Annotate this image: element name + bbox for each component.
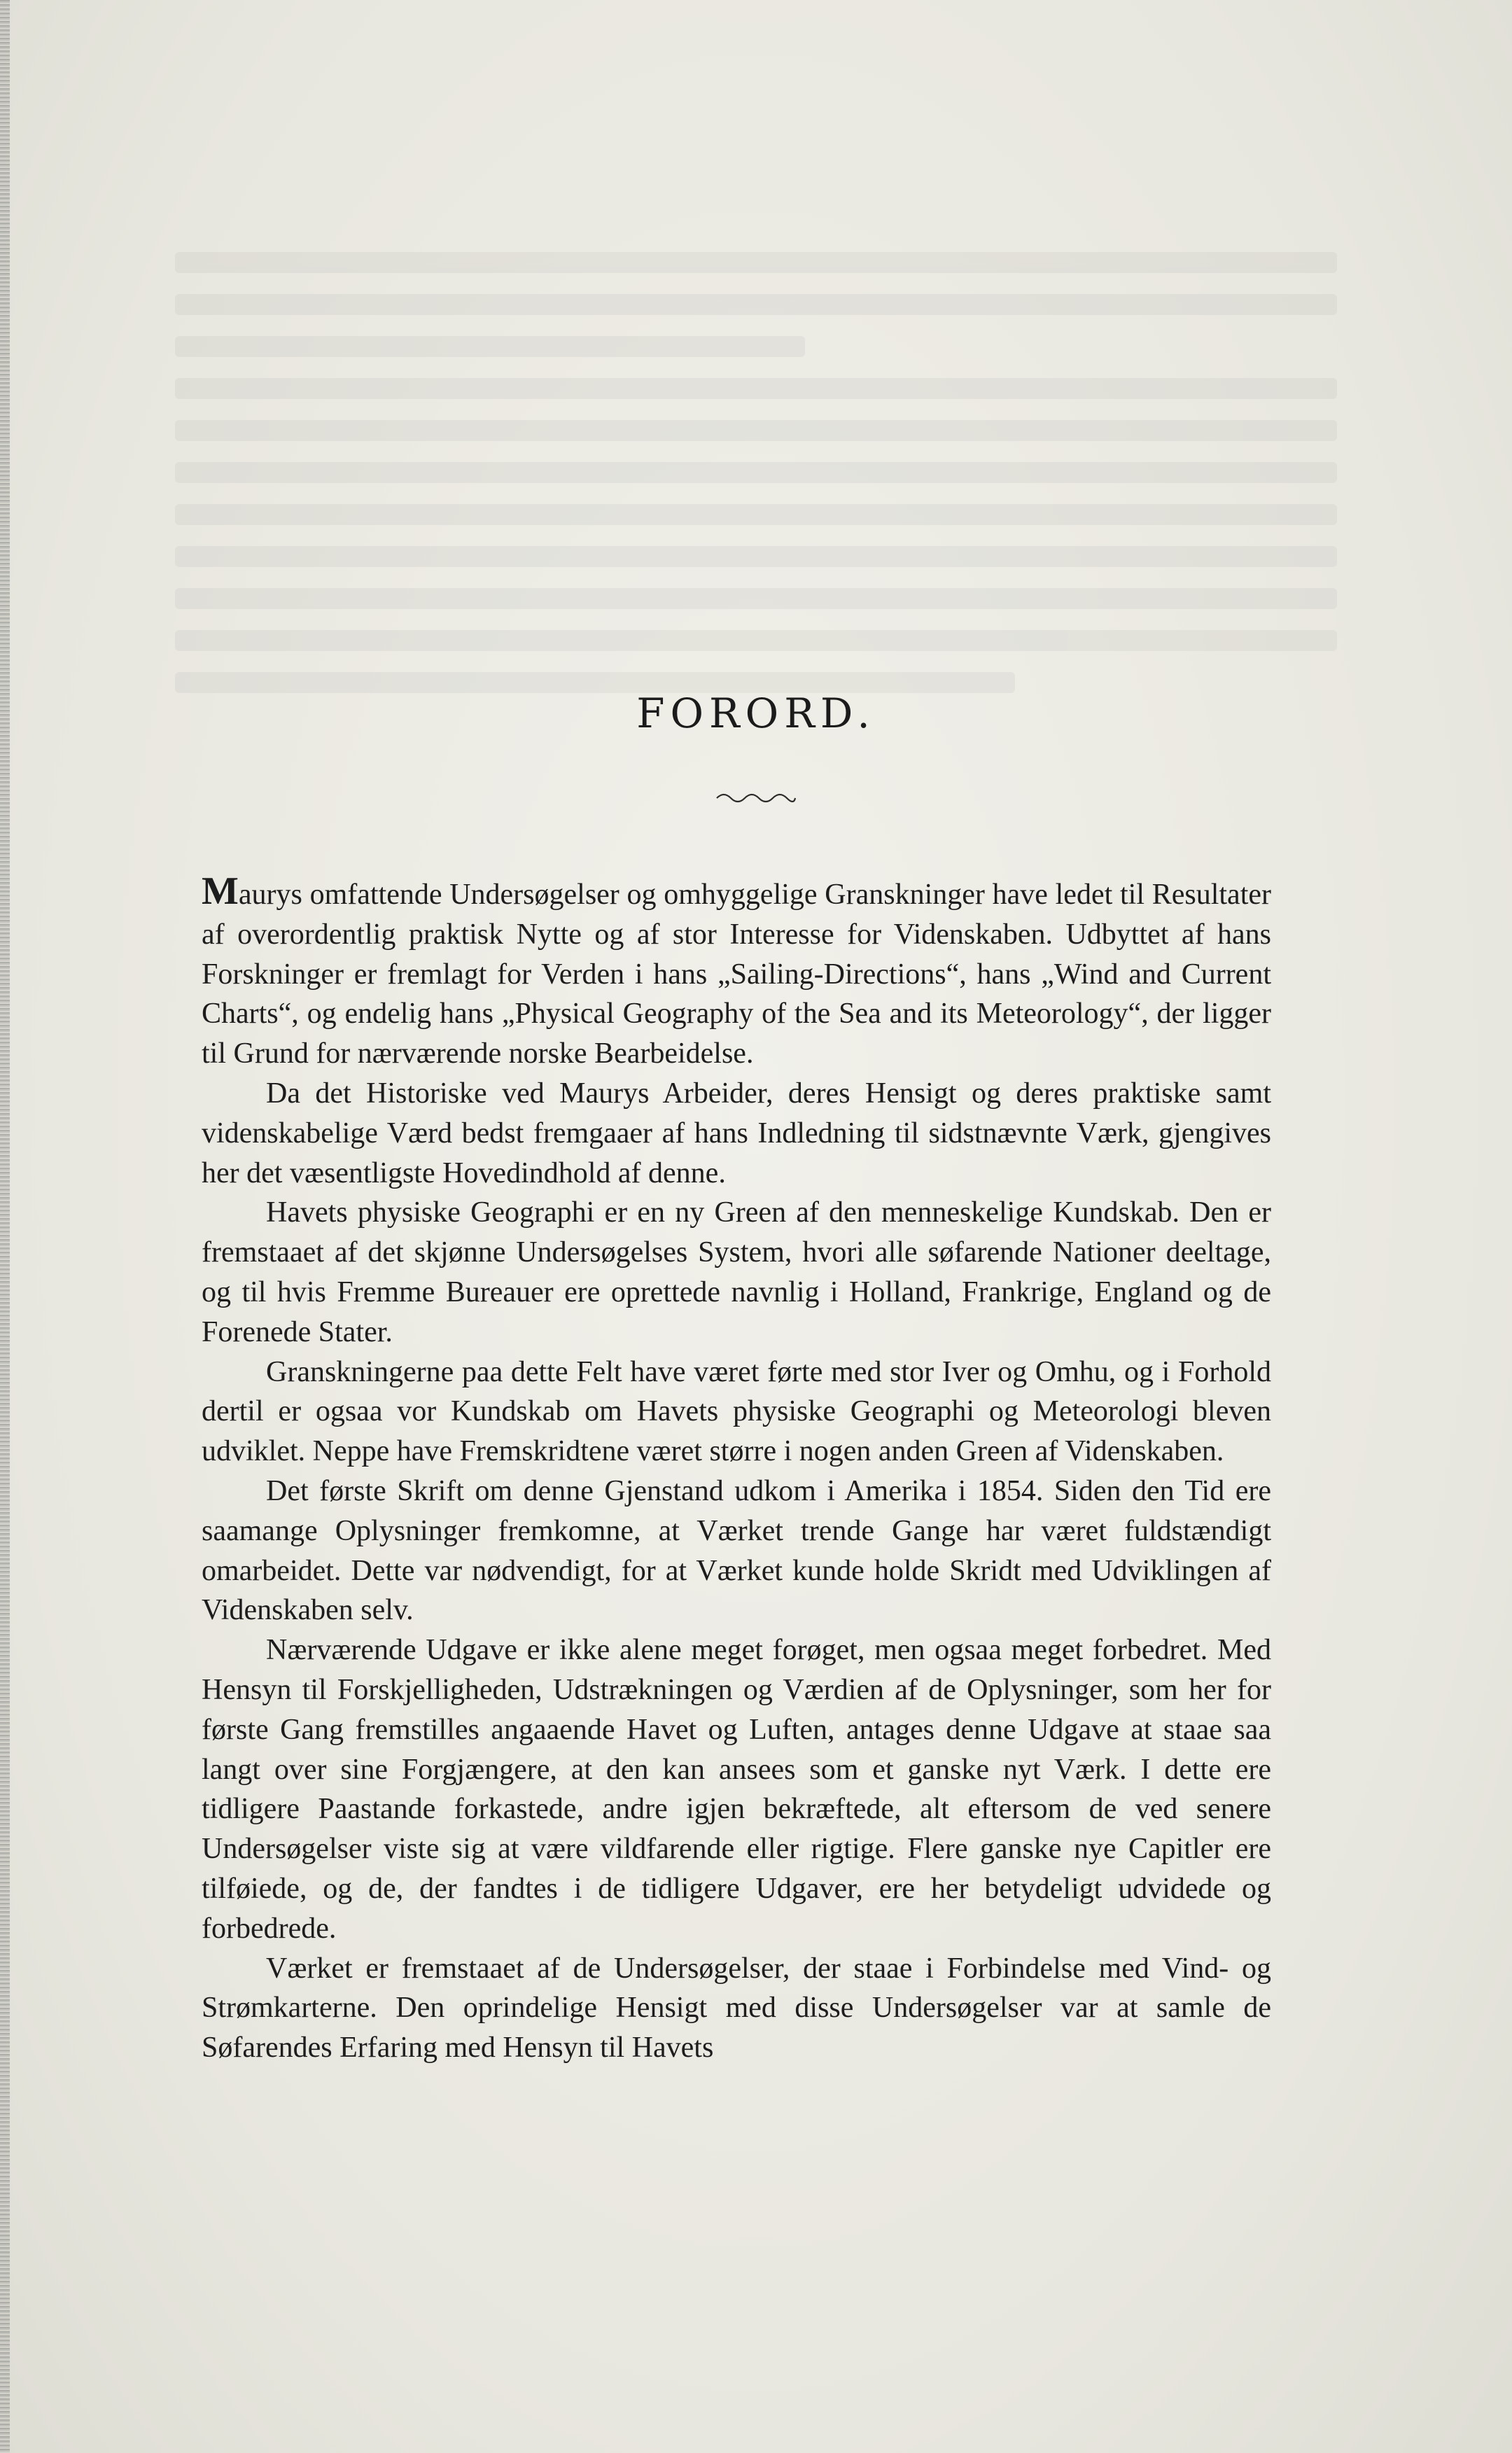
paragraph: Da det Historiske ved Maurys Arbeider, deres Hensigt og deres praktiske samt videnskabelige Værd bedst fremgaaer af hans Indledning til sidstnævnte Værk, gjengives her det væsentligste Hovedindhold af denne. xyxy=(202,1077,1271,1189)
paragraph: Nærværende Udgave er ikke alene meget forøget, men ogsaa meget forbedret. Med Hensyn til Forskjelligheden, Udstrækningen og Værdien af de Oplysninger, som her for første Gang fremstilles angaaende Havet og Luften, antages denne Udgave at staae saa langt over sine Forgjængere, at den kan ansees som et ganske nyt Værk. I dette ere tidligere Paastande forkastede, andre igjen bekræftede, alt eftersom de ved senere Undersøgelser viste sig at være vildfarende eller rigtige. Flere ganske nye Capitler ere tilføiede, og de, der fandtes i de tidligere Udgaver, ere her betydeligt udvidede og forbedrede. xyxy=(202,1634,1271,1945)
paragraph: Værket er fremstaaet af de Undersøgelser, der staae i Forbindelse med Vind- og Strømkarterne. Den oprindelige Hensigt med disse Undersøgelser var at samle de Søfarendes Erfaring med Hensyn til Havets xyxy=(202,1952,1271,2064)
tilde-ornament-icon xyxy=(714,788,798,805)
preface-text xyxy=(202,869,1271,2068)
paragraph: Havets physiske Geographi er en ny Green af den menneskelige Kundskab. Den er fremstaaet af det skjønne Undersøgelses System, hvori alle søfarende Nationer deeltage, og til hvis Fremme Bureauer ere oprettede navnlig i Holland, Frankrige, England og de Forenede Stater. xyxy=(202,1196,1271,1348)
page-edge xyxy=(0,0,10,2453)
paragraph: Maurys omfattende Undersøgelser og omhyggelige Granskninger have ledet til Resultater af overordentlig praktisk Nytte og af stor Interesse for Videnskaben. Udbyttet af hans Forskninger er fremlagt for Verden i hans „Sailing-Directions“, hans „Wind and Current Charts“, og endelig hans „Physical Geography of the Sea and its Meteorology“, der ligger til Grund for nærværende norske Bearbeidelse. xyxy=(202,869,1271,1070)
paragraph: Det første Skrift om denne Gjenstand udkom i Amerika i 1854. Siden den Tid ere saamange Oplysninger fremkomne, at Værket trende Gange har været fuldstændigt omarbeidet. Dette var nødvendigt, for at Værket kunde holde Skridt med Udviklingen af Videnskaben selv. xyxy=(202,1474,1271,1627)
page-title: FORORD. xyxy=(636,690,876,737)
paragraph: Granskningerne paa dette Felt have været førte med stor Iver og Omhu, og i Forhold dertil er ogsaa vor Kundskab om Havets physiske Geographi og Meteorologi bleven udviklet. Neppe have Fremskridtene været større i nogen anden Green af Videnskaben. xyxy=(202,1355,1271,1468)
